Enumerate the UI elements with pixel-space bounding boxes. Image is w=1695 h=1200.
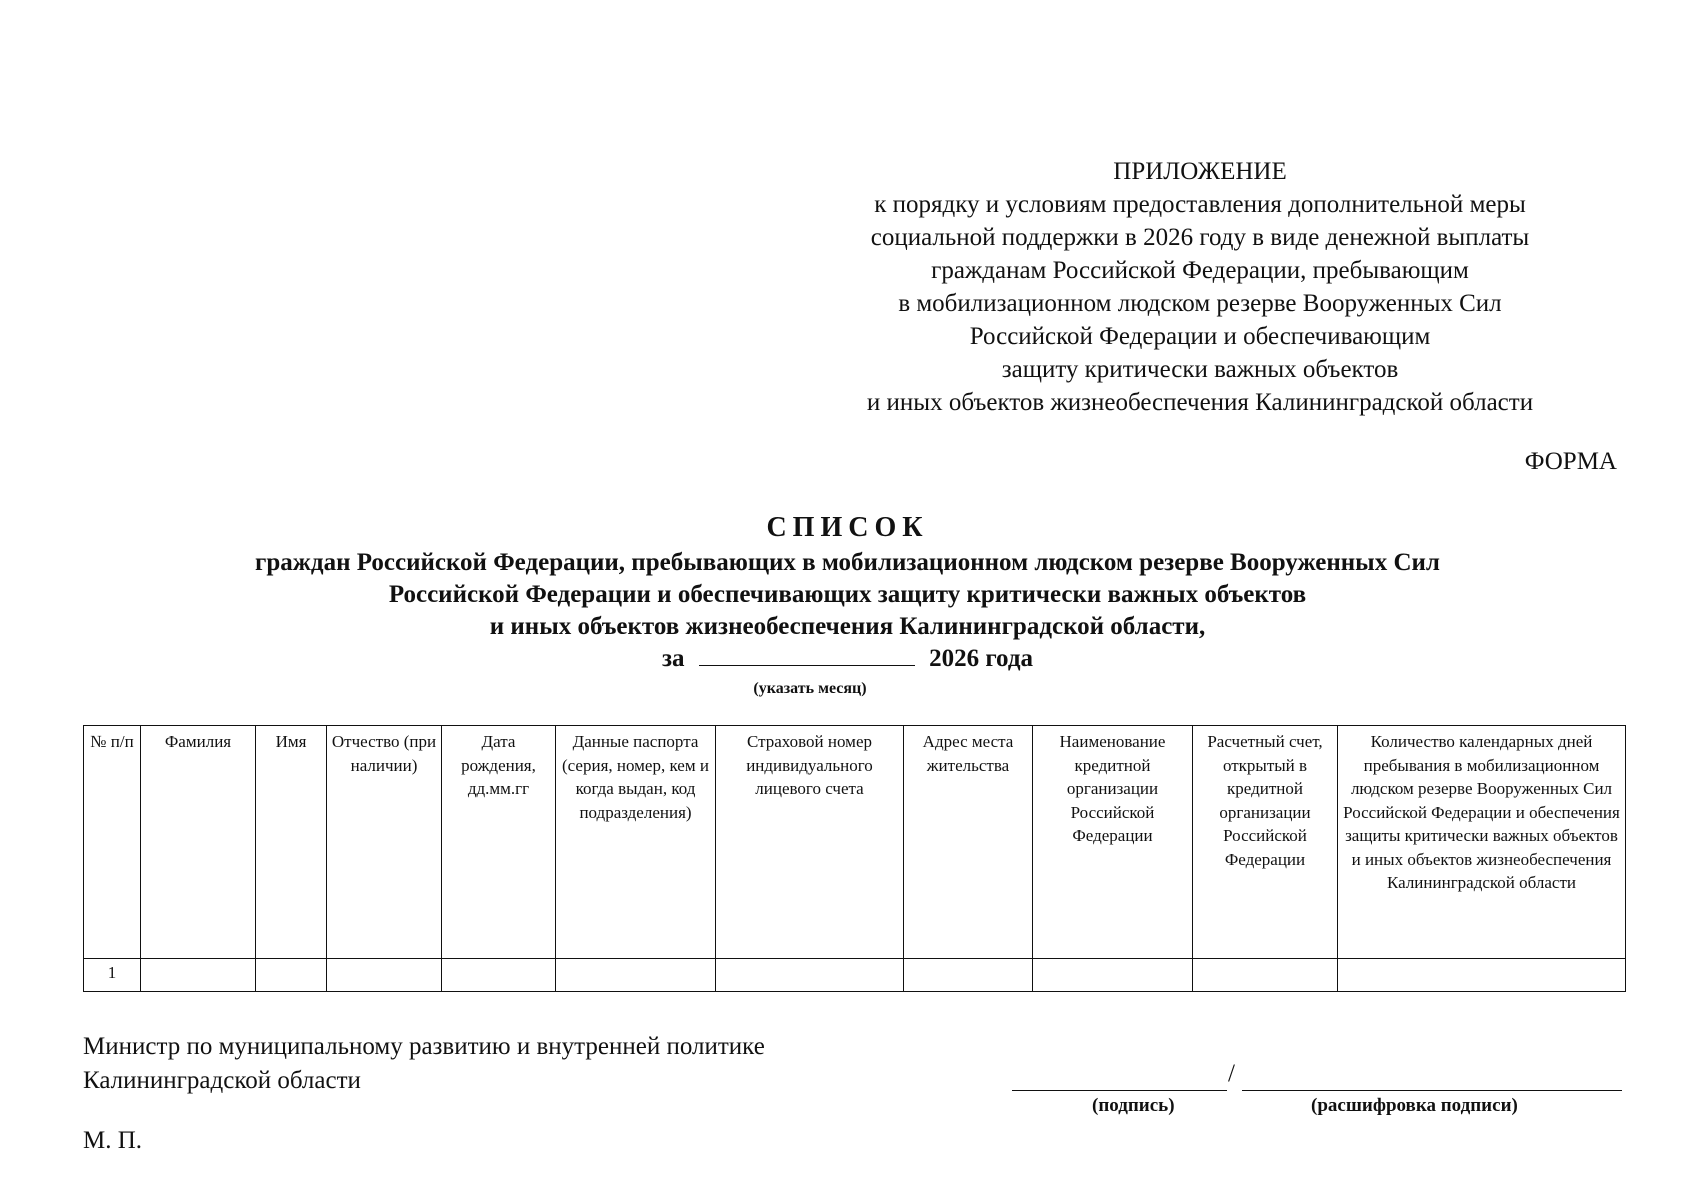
table-cell[interactable] <box>256 959 327 992</box>
appendix-line: гражданам Российской Федерации, пребывающим <box>931 257 1469 284</box>
appendix-line: в мобилизационном людском резерве Вооруженных Сил <box>898 290 1502 317</box>
citizens-table <box>83 725 1626 992</box>
table-cell[interactable] <box>442 959 556 992</box>
signature-separator: / <box>1228 1060 1235 1087</box>
header-cell: Страховой номер индивидуального лицевого счета <box>716 726 904 959</box>
subtitle-line: граждан Российской Федерации, пребывающих в мобилизационном людском резерве Вооруженных Сил <box>255 549 1440 576</box>
header-cell: Расчетный счет, открытый в кредитной организации Российской Федерации <box>1193 726 1338 959</box>
header-cell: Отчество (при наличии) <box>327 726 442 959</box>
header-cell: Имя <box>256 726 327 959</box>
forma-label: ФОРМА <box>1524 448 1617 475</box>
header-cell: Адрес места жительства <box>904 726 1033 959</box>
seal-label: М. П. <box>83 1127 143 1154</box>
period-suffix: 2026 года <box>929 645 1033 672</box>
appendix-line: к порядку и условиям предоставления дополнительной меры <box>874 191 1526 218</box>
period-line <box>0 643 1695 673</box>
document-title: СПИСОК <box>766 512 929 543</box>
minister-title <box>83 1030 765 1098</box>
period-prefix: за <box>662 645 685 672</box>
minister-line: Калининградской области <box>83 1067 361 1094</box>
header-cell: № п/п <box>84 726 141 959</box>
signature-hint: (подпись) <box>1092 1095 1175 1116</box>
table-cell[interactable] <box>904 959 1033 992</box>
header-cell: Данные паспорта (серия, номер, кем и когда выдан, код подразделения) <box>556 726 716 959</box>
appendix-block <box>790 155 1610 419</box>
appendix-line: социальной поддержки в 2026 году в виде денежной выплаты <box>870 224 1530 251</box>
appendix-line: Российской Федерации и обеспечивающим <box>969 323 1431 350</box>
table-header-row <box>84 726 1626 959</box>
signature-field[interactable] <box>1012 1070 1227 1091</box>
table-cell[interactable] <box>1193 959 1338 992</box>
table-row <box>84 959 1626 992</box>
period-hint: (указать месяц) <box>753 680 867 697</box>
table-cell: 1 <box>84 959 141 992</box>
table-cell[interactable] <box>1338 959 1626 992</box>
minister-line: Министр по муниципальному развитию и внутренней политике <box>83 1033 765 1060</box>
appendix-line: ПРИЛОЖЕНИЕ <box>1113 158 1287 185</box>
decoding-hint: (расшифровка подписи) <box>1311 1095 1518 1116</box>
header-cell: Дата рождения, дд.мм.гг <box>442 726 556 959</box>
document-subtitle <box>0 547 1695 643</box>
header-cell: Фамилия <box>141 726 256 959</box>
table-cell[interactable] <box>141 959 256 992</box>
header-cell: Количество календарных дней пребывания в мобилизационном людском резерве Вооруженных Сил Российской Федерации и обеспечения защиты критически важных объектов и иных объектов жизнеобеспечения Калининградской области <box>1338 726 1626 959</box>
month-blank-field[interactable] <box>699 643 915 666</box>
subtitle-line: и иных объектов жизнеобеспечения Калининградской области, <box>489 613 1206 640</box>
subtitle-line: Российской Федерации и обеспечивающих защиту критически важных объектов <box>388 581 1307 608</box>
appendix-line: и иных объектов жизнеобеспечения Калининградской области <box>866 389 1534 416</box>
signature-decoding-field[interactable] <box>1242 1070 1622 1091</box>
table-cell[interactable] <box>716 959 904 992</box>
header-cell: Наименование кредитной организации Российской Федерации <box>1033 726 1193 959</box>
table-cell[interactable] <box>327 959 442 992</box>
table-cell[interactable] <box>556 959 716 992</box>
table-cell[interactable] <box>1033 959 1193 992</box>
appendix-line: защиту критически важных объектов <box>1001 356 1399 383</box>
